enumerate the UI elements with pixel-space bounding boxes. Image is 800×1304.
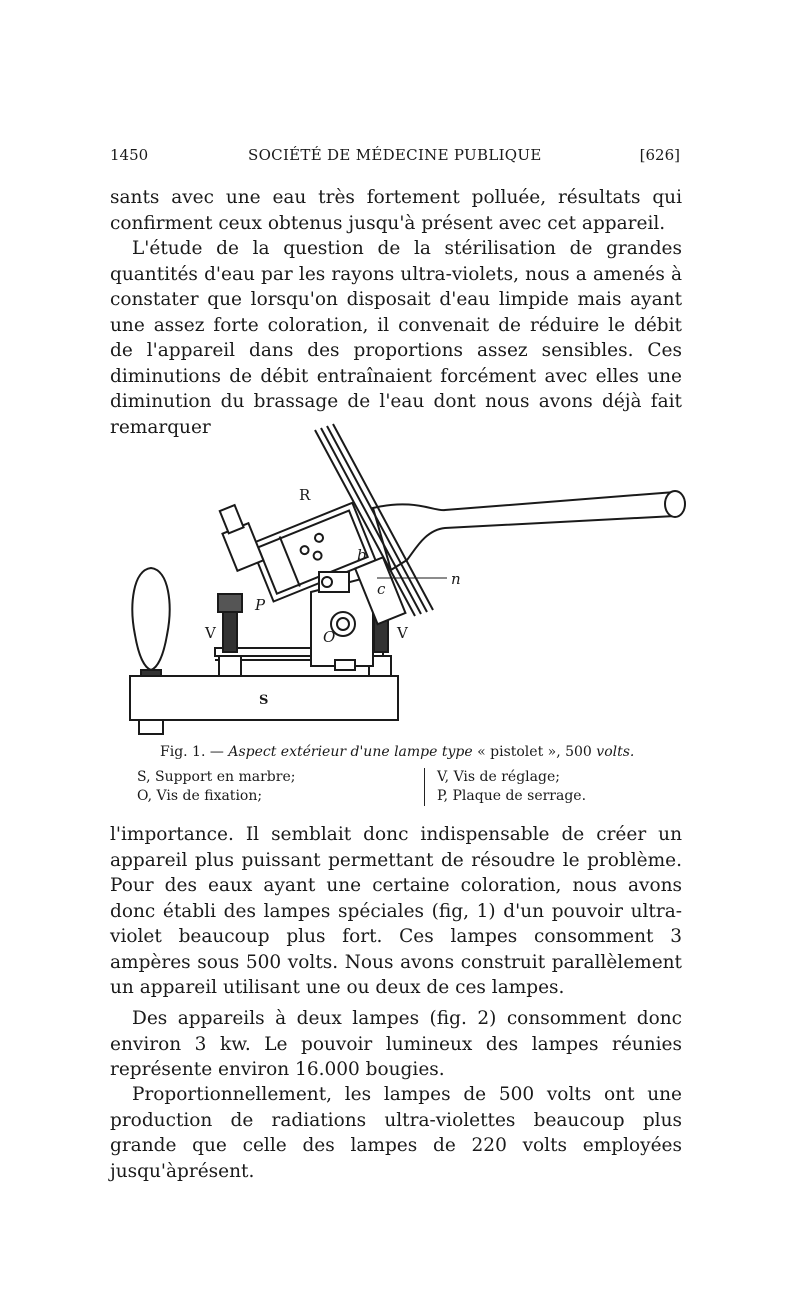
label-c: c bbox=[377, 580, 386, 598]
paragraph-5: Proportionnellement, les lampes de 500 volts ont une production de radiations ultra-violettes beaucoup plus grande que celle des lampes de 220 volts employées jusqu'àprésent. bbox=[110, 1084, 682, 1182]
support-foot bbox=[139, 720, 163, 734]
label-b: b bbox=[357, 546, 367, 564]
label-s: S bbox=[259, 693, 269, 708]
caption-label: Fig. 1. — bbox=[160, 744, 224, 760]
legend-item: S, Support en marbre; bbox=[137, 769, 296, 785]
label-v-left: V bbox=[205, 624, 216, 642]
pistol-grip bbox=[373, 492, 685, 570]
caption-text: Aspect extérieur d'une lampe type bbox=[228, 744, 473, 760]
label-p: P bbox=[255, 596, 266, 614]
paragraph-4: Des appareils à deux lampes (fig. 2) consomment donc environ 3 kw. Le pouvoir lumineux des lampes réunies représente environ 16.000 bougies. bbox=[110, 1008, 682, 1080]
legend-item: P, Plaque de serrage. bbox=[437, 788, 587, 804]
label-r: R bbox=[299, 486, 311, 504]
page-reference: [626] bbox=[639, 146, 680, 164]
label-n: n bbox=[451, 570, 461, 588]
legend-item: V, Vis de réglage; bbox=[437, 769, 560, 785]
paragraph-2: L'étude de la question de la stérilisation de grandes quantités d'eau par les rayons ultra-violets, nous a amenés à constater que lorsqu'on disposait d'eau limpide mais ayant une assez forte coloration, il convenait de réduire le débit de l'appareil dans des proportions assez sensibles. Ces diminutions de débit entraînaient forcément avec elles une diminution du brassage de l'eau dont nous avons déjà fait remarquer bbox=[110, 238, 682, 438]
caption-name: « pistolet », 500 bbox=[477, 744, 592, 760]
running-header bbox=[110, 146, 680, 168]
paragraph-3: l'importance. Il semblait donc indispensable de créer un appareil plus puissant permettant de résoudre le problème. Pour des eaux ayant une certaine coloration, nous avons donc établi des lampes spéciales (fig, 1) d'un pouvoir ultra-violet beaucoup plus fort. Ces lampes consomment 3 ampères sous 500 volts. Nous avons construit parallèlement un appareil utilisant une ou deux de ces lampes. bbox=[110, 824, 682, 998]
label-o: O bbox=[323, 628, 336, 646]
figure-legend-right bbox=[424, 768, 586, 806]
page-title: SOCIÉTÉ DE MÉDECINE PUBLIQUE bbox=[248, 146, 542, 164]
caption-unit: volts. bbox=[596, 744, 635, 760]
figure-caption bbox=[160, 744, 634, 760]
figure-legend-left bbox=[137, 768, 295, 806]
lamp-figure bbox=[115, 420, 695, 750]
paragraph-1: sants avec une eau très fortement polluée, résultats qui confirment ceux obtenus jusqu'à présent avec cet appareil. bbox=[110, 187, 682, 234]
label-v-right: V bbox=[397, 624, 408, 642]
handle bbox=[132, 568, 169, 670]
legend-item: O, Vis de fixation; bbox=[137, 788, 263, 804]
page-number: 1450 bbox=[110, 146, 149, 164]
